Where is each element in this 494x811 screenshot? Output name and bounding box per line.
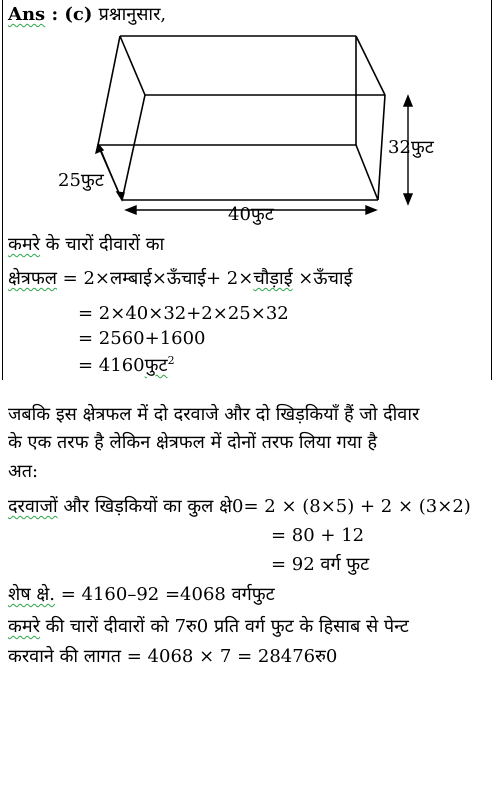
word-shesh: शेष क्षे. [8, 584, 55, 605]
arrowhead-right-bottom [404, 194, 412, 204]
cost-line-1-rest: की चारों दीवारों को 7रु0 प्रति वर्ग फुट के हिसाब से पेन्ट [39, 616, 409, 637]
formula-part: = 2×लम्बाई×ऊँचाई+ 2× [56, 268, 254, 289]
label-height: 32फुट [388, 137, 434, 158]
explanation-therefore: अत: [8, 461, 39, 482]
arrowhead-left-bottom [117, 192, 124, 200]
arrowhead-right-top [404, 96, 412, 106]
label-width: 25फुट [58, 170, 104, 191]
edge-front-left [122, 95, 145, 200]
remaining-area [8, 584, 275, 606]
cost-line-1 [8, 616, 409, 638]
word-darwajon: दरवाजों [8, 496, 58, 517]
area-step-2: = 2560+1600 [78, 328, 206, 349]
openings-step-2: = 92 वर्ग फुट [271, 554, 370, 575]
label-length: 40फुट [228, 204, 274, 225]
area-formula [8, 268, 352, 290]
word-kamre-2: कमरे [8, 616, 40, 637]
area-value: = 4160 [78, 355, 145, 376]
arrowhead-bottom-left [126, 206, 136, 214]
openings-total [8, 496, 471, 518]
edge-bottom-right [356, 145, 378, 200]
walls-heading-rest: के चारों दीवारों का [39, 234, 165, 255]
area-unit: फुट [144, 355, 168, 376]
word-chaudai: चौड़ाई [253, 268, 293, 289]
word-kamre: कमरे [8, 234, 40, 255]
area-step-3 [78, 355, 175, 377]
edge-top-left [120, 36, 145, 95]
formula-end: ×ऊँचाई [292, 268, 353, 289]
arrowhead-bottom-right [366, 206, 376, 214]
openings-formula: और खिड़कियों का कुल क्षे0= 2 × (8×5) + 2 × (3×2) [57, 496, 471, 517]
word-kshetrafal: क्षेत्रफल [8, 268, 57, 289]
walls-heading [8, 234, 164, 256]
edge-top-right [356, 36, 385, 95]
area-step-1: = 2×40×32+2×25×32 [78, 303, 289, 324]
explanation-line-2: के एक तरफ है लेकिन क्षेत्रफल में दोनों तरफ लिया गया है [8, 432, 378, 453]
ans-label: Ans [8, 4, 46, 25]
intro-text: प्रश्नानुसार, [98, 4, 167, 25]
remaining-area-value: = 4160–92 =4068 वर्गफुट [55, 584, 275, 605]
openings-step-1: = 80 + 12 [271, 525, 365, 546]
area-unit-exponent: 2 [167, 354, 175, 367]
cost-line-2: करवाने की लागत = 4068 × 7 = 28476रु0 [8, 646, 338, 667]
ans-option: : (c) [45, 4, 99, 25]
explanation-line-1: जबकि इस क्षेत्रफल में दो दरवाजे और दो खिड़कियाँ हैं जो दीवार [8, 404, 420, 425]
edge-front-right [378, 95, 385, 200]
edge-back-left [98, 36, 120, 145]
